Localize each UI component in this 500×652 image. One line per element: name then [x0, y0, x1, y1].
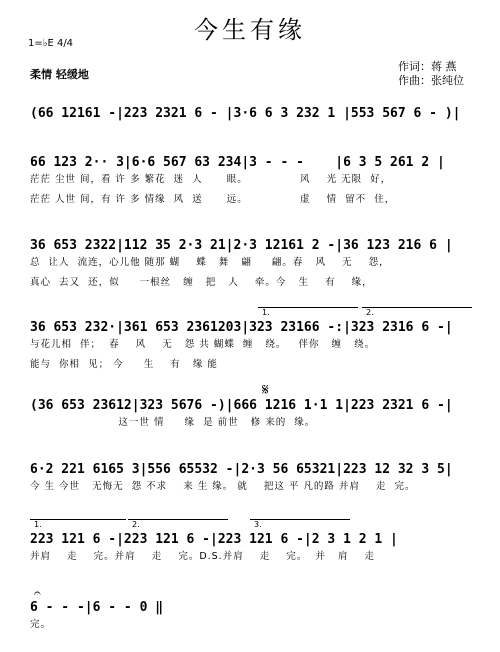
volta-row7-2-bracket	[128, 519, 228, 520]
volta-2-label: 2.	[366, 308, 374, 317]
score-row-8-notes: 6 - - -|6 - - 0 ‖	[30, 600, 164, 615]
volta-row7-2-label: 2.	[132, 520, 140, 529]
score-row-7-notes: 223 121 6 -|223 121 6 -|223 121 6 -|2 3 1 2 1 |	[30, 532, 398, 547]
lyricist-credit: 作词：蒋 燕	[398, 60, 457, 73]
tempo-marking: 柔情 轻缓地	[30, 68, 89, 81]
volta-1-label: 1.	[262, 308, 270, 317]
volta-row7-1-label: 1.	[34, 520, 42, 529]
song-title: 今生有缘	[194, 16, 306, 44]
segno-icon: 𝄋	[262, 382, 269, 399]
score-row-5-lyrics: 这一世 情 缘 是 前世 修 来的 缘。	[30, 417, 316, 428]
score-row-6-notes: 6·2 221 6165 3|556 65532 -|2·3 56 65321|223 12 32 3 5|	[30, 462, 453, 477]
score-row-2-lyrics-1: 茫茫 尘世 间，看 许 多 繁花 迷 人 眼。 风 光 无限 好，	[30, 174, 392, 185]
volta-row7-1-bracket	[30, 519, 126, 520]
volta-row7-3-label: 3.	[254, 520, 262, 529]
score-row-8-lyrics: 完。	[30, 619, 52, 630]
score-row-1-notes: (66 12161 -|223 2321 6 - |3·6 6 3 232 1 |553 567 6 - )|	[30, 106, 461, 121]
composer-credit: 作曲：张纯位	[398, 74, 464, 87]
volta-row7-3-bracket	[250, 519, 350, 520]
score-row-4-lyrics-2: 能与 你相 见； 今 生 有 缘 能	[30, 359, 218, 370]
score-row-2-notes: 66 123 2·· 3|6·6 567 63 234|3 - - - |6 3 5 261 2 |	[30, 155, 445, 170]
score-row-4-lyrics-1: 与花儿相 伴； 春 风 无 怨 共 蝴蝶 缠 绕。 伴你 缠 绕。	[30, 339, 376, 350]
score-row-3-lyrics-1: 总 让人 流连，心儿他 随那 蝴 蝶 舞 翩 翩。春 风 无 怨，	[30, 257, 390, 268]
volta-1-bracket	[258, 307, 358, 308]
key-signature: 1=♭E 4/4	[28, 38, 74, 49]
score-row-3-lyrics-2: 真心 去又 还，似 一根丝 缠 把 人 牵。今 生 有 缘，	[30, 277, 373, 288]
score-row-5-notes: (36 653 23612|323 5676 -)|666 1216 1·1 1|223 2321 6 -|	[30, 398, 453, 413]
score-row-4-notes: 36 653 232·|361 653 2361203|323 23166 -:|323 2316 6 -|	[30, 320, 453, 335]
score-row-2-lyrics-2: 茫茫 人世 间，有 许 多 情缘 风 送 远。 虚 情 留不 住，	[30, 194, 396, 205]
score-row-7-lyrics: 并肩 走 完。并肩 走 完。D.S.并肩 走 完。 并 肩 走	[30, 551, 376, 562]
volta-2-bracket	[362, 307, 472, 308]
fermata-icon: 𝄐	[34, 586, 41, 600]
score-row-3-notes: 36 653 2322|112 35 2·3 21|2·3 12161 2 -|36 123 216 6 |	[30, 238, 453, 253]
score-row-6-lyrics: 今 生 今世 无悔无 怨 不求 来 生 缘。 就 把这 平 凡的路 并肩 走 完。	[30, 481, 416, 492]
